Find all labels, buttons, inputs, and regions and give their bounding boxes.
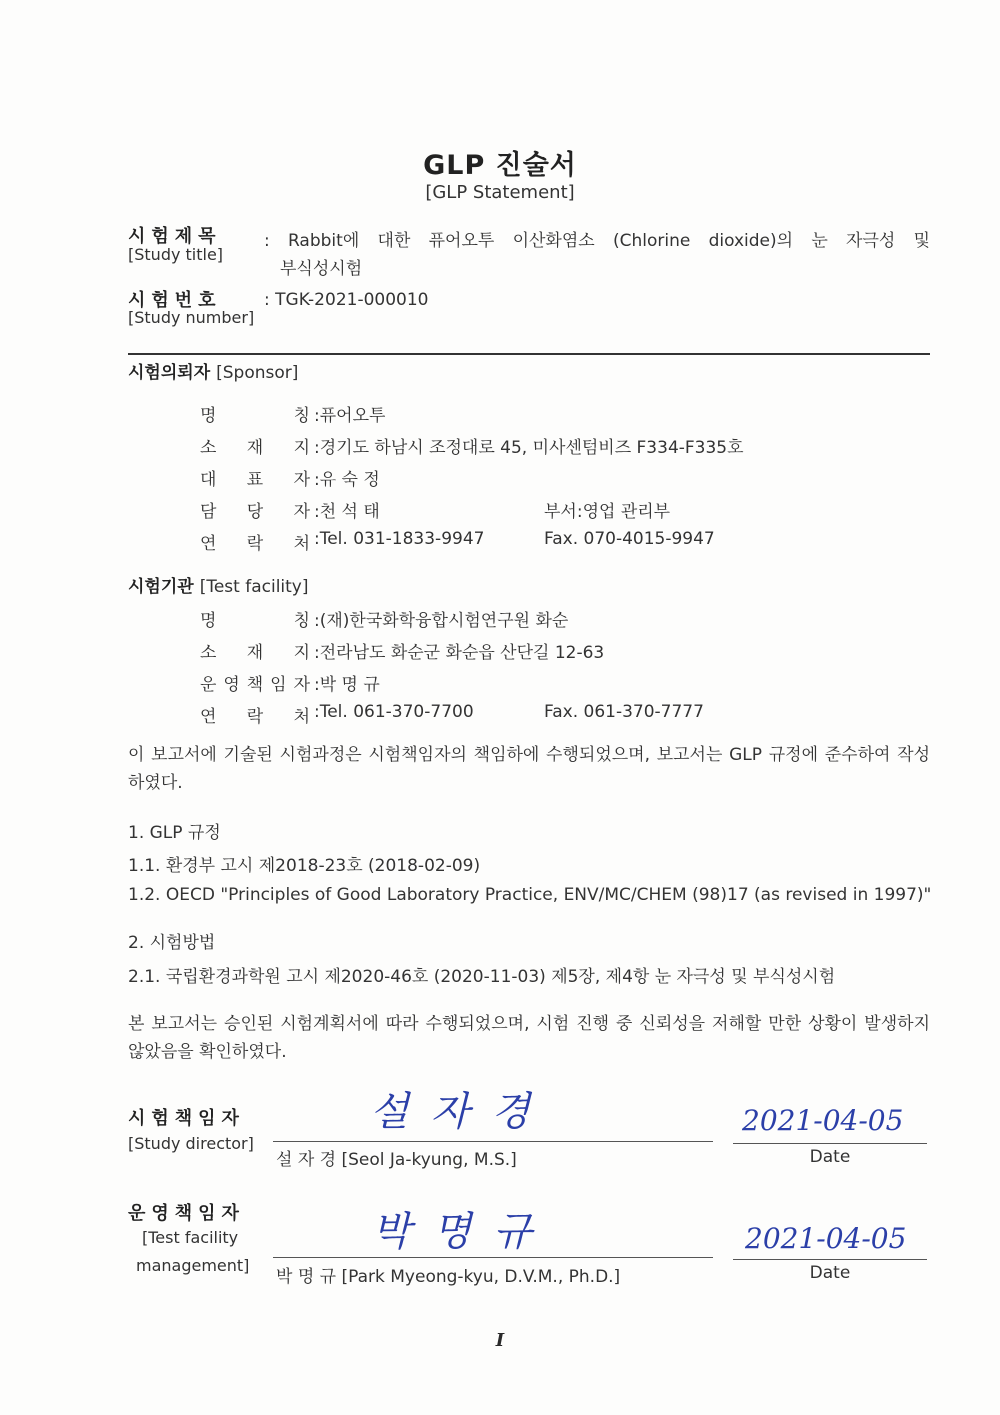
study-number-label-en: [Study number] <box>128 308 255 327</box>
info-row-label-char: 자 <box>293 675 310 695</box>
study-title-value: : Rabbit에 대한 퓨어오투 이산화염소 (Chlorine dioxide)의 눈 자극성 및 <box>264 231 930 251</box>
info-row-label-char: 락 <box>246 707 264 727</box>
info-row-label-char: 소 <box>200 643 217 663</box>
info-row-label-char: 자 <box>293 470 310 490</box>
info-row-extra: Fax. 061-370-7777 <box>544 702 704 722</box>
page-number: I <box>495 1330 505 1351</box>
info-row-label-char: 담 <box>200 502 217 522</box>
info-row-label-char: 당 <box>246 502 264 522</box>
management-label-en-1: [Test facility <box>142 1228 239 1247</box>
sponsor-heading-ko: 시험의뢰자 <box>128 363 211 383</box>
regulation-item-1-2: 1.2. OECD "Principles of Good Laboratory Practice, ENV/MC/CHEM (98)17 (as revised in 1997)" <box>128 885 932 905</box>
info-row-label-char: 재 <box>246 438 264 458</box>
info-row-label <box>200 702 310 727</box>
director-date-line <box>733 1143 927 1144</box>
info-row-label-char: 지 <box>293 643 310 663</box>
director-signature-line <box>273 1141 713 1142</box>
management-date-label: Date <box>809 1263 851 1283</box>
study-title-label-en: [Study title] <box>128 245 224 264</box>
info-row-label-char: 명 <box>200 406 217 426</box>
facility-heading-en: [Test facility] <box>199 577 309 597</box>
info-row-label-char: 대 <box>200 470 217 490</box>
facility-heading <box>128 572 309 597</box>
info-row-label-char: 표 <box>246 470 264 490</box>
info-row-value: :경기도 하남시 조정대로 45, 미사센텀비즈 F334-F335호 <box>314 438 744 458</box>
director-signature: 설자경 <box>370 1089 552 1135</box>
management-printed-name: 박 명 규 [Park Myeong-kyu, D.V.M., Ph.D.] <box>276 1267 621 1287</box>
study-number-value: : TGK-2021-000010 <box>264 290 429 310</box>
info-row-label <box>200 433 310 458</box>
document-title: GLP 진술서 <box>423 150 577 181</box>
info-row-extra: 부서:영업 관리부 <box>544 502 671 522</box>
info-row-value: :전라남도 화순군 화순읍 산단길 12-63 <box>314 643 605 663</box>
facility-heading-ko: 시험기관 <box>128 577 194 597</box>
info-row-label-char: 락 <box>246 534 264 554</box>
info-row-label-char: 연 <box>200 707 217 727</box>
info-row-value: :퓨어오투 <box>314 406 386 426</box>
management-label-en-2: management] <box>136 1256 250 1275</box>
director-label: 시험책임자 <box>128 1108 245 1129</box>
info-row-label <box>200 497 310 522</box>
info-row-label <box>200 401 310 426</box>
info-row-value: :Tel. 061-370-7700 <box>314 702 474 722</box>
info-row-label-char: 지 <box>293 438 310 458</box>
info-row-value: :천 석 태 <box>314 502 380 522</box>
director-date: 2021-04-05 <box>742 1104 904 1137</box>
study-number-label: 시험번호 <box>128 290 222 311</box>
info-row-label-char: 자 <box>293 502 310 522</box>
study-title-value-cont: 부식성시험 <box>280 259 363 279</box>
management-label: 운영책임자 <box>128 1203 245 1224</box>
study-title-label: 시험제목 <box>128 226 222 247</box>
regulation-item-2-1: 2.1. 국립환경과학원 고시 제2020-46호 (2020-11-03) 제5장, 제4항 눈 자극성 및 부식성시험 <box>128 967 836 987</box>
sponsor-heading <box>128 358 298 383</box>
sponsor-heading-en: [Sponsor] <box>216 363 299 383</box>
management-signature-line <box>273 1257 713 1258</box>
info-row-label-char: 연 <box>200 534 217 554</box>
info-row-label-char: 명 <box>200 611 217 631</box>
regulation-heading-1: 1. GLP 규정 <box>128 823 221 843</box>
management-date: 2021-04-05 <box>745 1222 907 1255</box>
info-row-value: :Tel. 031-1833-9947 <box>314 529 485 549</box>
info-row-value: :(재)한국화학융합시험연구원 화순 <box>314 611 569 631</box>
info-row-label <box>200 638 310 663</box>
info-row-label-char: 운 <box>200 675 217 695</box>
info-row-label <box>200 670 310 695</box>
regulation-heading-2: 2. 시험방법 <box>128 933 216 953</box>
director-printed-name: 설 자 경 [Seol Ja-kyung, M.S.] <box>276 1150 517 1170</box>
document-subtitle: [GLP Statement] <box>425 182 575 203</box>
info-row-label-char: 영 <box>223 675 240 695</box>
info-row-label-char: 처 <box>293 707 310 727</box>
management-date-line <box>733 1259 927 1260</box>
info-row-label-char: 처 <box>293 534 310 554</box>
info-row-label <box>200 465 310 490</box>
info-row-label-char: 칭 <box>293 611 310 631</box>
divider-rule <box>128 353 930 355</box>
info-row-value: :박 명 규 <box>314 675 380 695</box>
regulation-item-1-1: 1.1. 환경부 고시 제2018-23호 (2018-02-09) <box>128 856 481 876</box>
info-row-label-char: 임 <box>270 675 287 695</box>
info-row-label-char: 재 <box>246 643 264 663</box>
director-label-en: [Study director] <box>128 1134 254 1153</box>
statement-confirmation: 본 보고서는 승인된 시험계획서에 따라 수행되었으며, 시험 진행 중 신뢰성을 저해할 만한 상황이 발생하지 않았음을 확인하였다. <box>128 1014 930 1062</box>
statement-gl-compliance: 이 보고서에 기술된 시험과정은 시험책임자의 책임하에 수행되었으며, 보고서는 GLP 규정에 준수하여 작성하였다. <box>128 745 930 793</box>
info-row-label-char: 소 <box>200 438 217 458</box>
director-date-label: Date <box>809 1147 851 1167</box>
info-row-extra: Fax. 070-4015-9947 <box>544 529 715 549</box>
management-signature: 박명규 <box>372 1209 554 1255</box>
info-row-label-char: 칭 <box>293 406 310 426</box>
info-row-value: :유 숙 정 <box>314 470 380 490</box>
info-row-label <box>200 606 310 631</box>
info-row-label-char: 책 <box>246 675 264 695</box>
info-row-label <box>200 529 310 554</box>
